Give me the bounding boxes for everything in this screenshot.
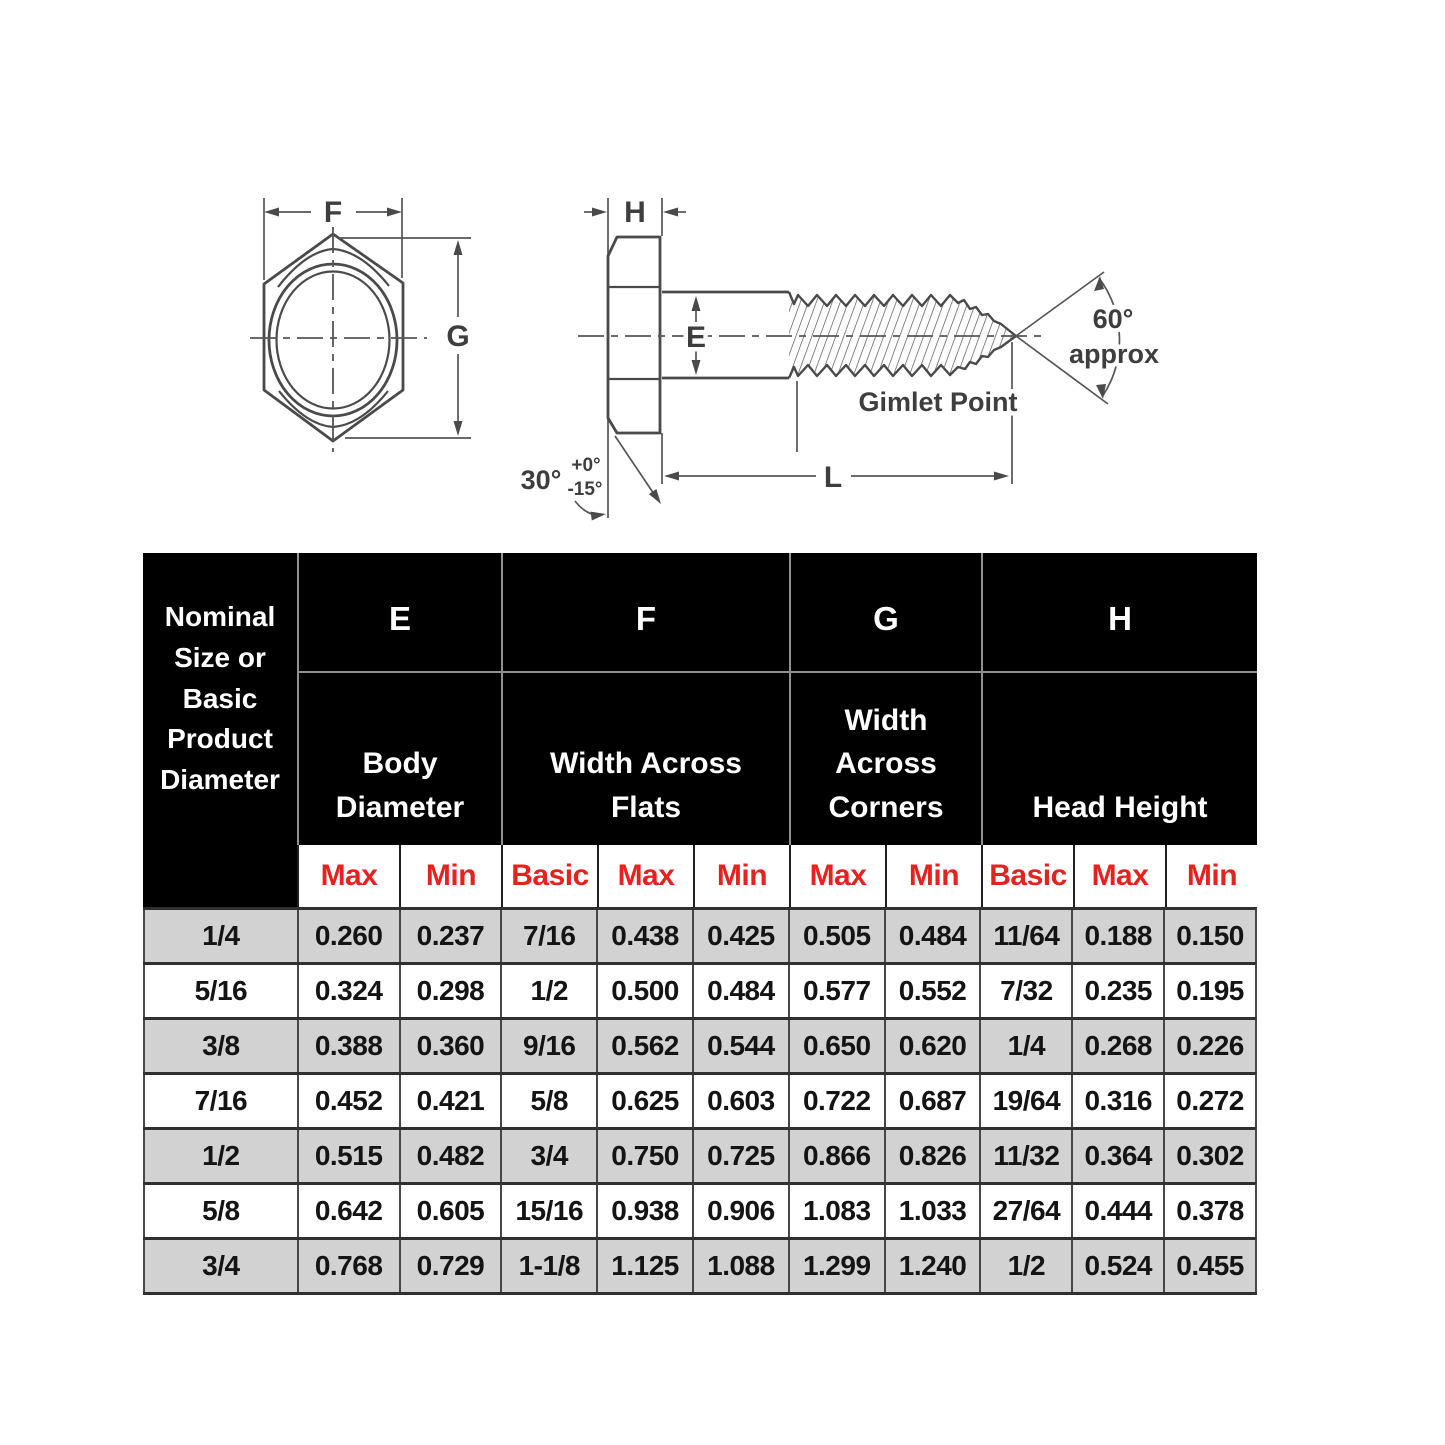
table-cell: 1.125 (596, 1240, 692, 1292)
lag-screw-diagram (0, 0, 1445, 555)
table-cell: 0.906 (692, 1185, 788, 1237)
table-cell: 0.505 (788, 910, 884, 962)
table-cell: 0.260 (297, 910, 399, 962)
table-cell: 11/64 (979, 910, 1071, 962)
table-cell: 0.687 (884, 1075, 980, 1127)
table-cell: 0.650 (788, 1020, 884, 1072)
table-header (143, 553, 1257, 845)
table-cell: 0.364 (1071, 1130, 1163, 1182)
sub-header-cell: Max (789, 845, 885, 907)
chamfer-angle-annotation (521, 436, 665, 521)
table-cell: 0.620 (884, 1020, 980, 1072)
sub-header-cell: Min (399, 845, 501, 907)
table-cell: 0.866 (788, 1130, 884, 1182)
table-cell: 0.642 (297, 1185, 399, 1237)
sub-header-cell: Min (693, 845, 789, 907)
chamfer-tolerance-plus: +0° (571, 455, 601, 476)
table-cell: 0.302 (1163, 1130, 1255, 1182)
table-cell: 0.938 (596, 1185, 692, 1237)
table-cell: 1.088 (692, 1240, 788, 1292)
table-cell: 7/32 (979, 965, 1071, 1017)
table-cell: 0.388 (297, 1020, 399, 1072)
table-cell: 0.378 (1163, 1185, 1255, 1237)
table-cell: 0.455 (1163, 1240, 1255, 1292)
group-letter-g: G (789, 553, 981, 673)
row-nominal-size-cell: 1/4 (143, 910, 297, 962)
row-nominal-size-cell: 3/4 (143, 1240, 297, 1292)
h-dimension-label: H (624, 196, 646, 229)
group-name-row (297, 673, 1257, 845)
l-dimension-label: L (823, 461, 843, 494)
gimlet-point-label: Gimlet Point (858, 387, 1018, 417)
group-letter-row (297, 553, 1257, 673)
table-cell: 0.425 (692, 910, 788, 962)
table-cell: 0.268 (1071, 1020, 1163, 1072)
nominal-size-header-cell (143, 553, 297, 845)
table-cell: 0.421 (399, 1075, 501, 1127)
table-row (143, 907, 1257, 962)
point-angle-label: 60° (1092, 304, 1134, 334)
table-cell: 0.562 (596, 1020, 692, 1072)
group-letter-f: F (501, 553, 789, 673)
table-cell: 1/4 (979, 1020, 1071, 1072)
table-cell: 1.299 (788, 1240, 884, 1292)
table-cell: 0.603 (692, 1075, 788, 1127)
table-cell: 1/2 (979, 1240, 1071, 1292)
head-profile-outline (608, 237, 660, 433)
table-cell: 0.552 (884, 965, 980, 1017)
table-cell: 1/2 (500, 965, 596, 1017)
chamfer-tolerance-minus: -15° (567, 479, 603, 500)
row-nominal-size-cell: 1/2 (143, 1130, 297, 1182)
table-cell: 0.298 (399, 965, 501, 1017)
g-dimension-label: G (446, 320, 470, 353)
table-cell: 0.482 (399, 1130, 501, 1182)
header-groups (297, 553, 1257, 845)
table-cell: 1.083 (788, 1185, 884, 1237)
table-cell: 0.725 (692, 1130, 788, 1182)
table-body (143, 907, 1257, 1295)
table-cell: 0.826 (884, 1130, 980, 1182)
sub-header-cell: Max (297, 845, 399, 907)
table-cell: 0.500 (596, 965, 692, 1017)
table-cell: 1-1/8 (500, 1240, 596, 1292)
table-cell: 0.235 (1071, 965, 1163, 1017)
table-cell: 0.524 (1071, 1240, 1163, 1292)
sub-header-cell: Max (1073, 845, 1165, 907)
table-cell: 0.195 (1163, 965, 1255, 1017)
table-cell: 11/32 (979, 1130, 1071, 1182)
table-row (143, 962, 1257, 1017)
lag-screw-spec-table (143, 553, 1257, 1295)
table-cell: 0.438 (596, 910, 692, 962)
table-cell: 0.722 (788, 1075, 884, 1127)
sub-header-cell: Basic (981, 845, 1073, 907)
dimension-h (584, 196, 686, 229)
table-cell: 0.444 (1071, 1185, 1163, 1237)
sub-header-cell: Min (885, 845, 981, 907)
table-cell: 5/8 (500, 1075, 596, 1127)
table-cell: 0.484 (692, 965, 788, 1017)
table-cell: 0.750 (596, 1130, 692, 1182)
sub-header-cell: Min (1165, 845, 1257, 907)
table-row (143, 1072, 1257, 1127)
table-cell: 9/16 (500, 1020, 596, 1072)
table-cell: 0.577 (788, 965, 884, 1017)
table-cell: 0.625 (596, 1075, 692, 1127)
group-letter-h: H (981, 553, 1257, 673)
point-angle-annotation (1016, 272, 1159, 404)
table-cell: 0.324 (297, 965, 399, 1017)
dimension-e (686, 296, 706, 375)
table-cell: 1.240 (884, 1240, 980, 1292)
table-cell: 7/16 (500, 910, 596, 962)
table-cell: 0.237 (399, 910, 501, 962)
chamfer-line (615, 436, 658, 500)
lag-screw-side-view (521, 196, 1159, 521)
hex-head-front-view (250, 196, 471, 452)
chamfer-angle-label: 30° (520, 465, 562, 495)
table-cell: 0.226 (1163, 1020, 1255, 1072)
row-nominal-size-cell: 5/16 (143, 965, 297, 1017)
table-cell: 0.605 (399, 1185, 501, 1237)
table-cell: 0.768 (297, 1240, 399, 1292)
group-name-width-across-flats: Width Across Flats (501, 673, 789, 845)
row-nominal-size-cell: 5/8 (143, 1185, 297, 1237)
dimension-l (664, 461, 1009, 494)
table-cell: 0.544 (692, 1020, 788, 1072)
table-cell: 0.452 (297, 1075, 399, 1127)
row-nominal-size-cell: 7/16 (143, 1075, 297, 1127)
sub-header-cell: Basic (501, 845, 597, 907)
nominal-size-header-label: Nominal Size or Basic Product Diameter (160, 600, 280, 796)
row-nominal-size-cell: 3/8 (143, 1020, 297, 1072)
sub-header-cell: Max (597, 845, 693, 907)
sub-header-spacer-cell (143, 845, 297, 907)
group-name-body-diameter: Body Diameter (297, 673, 501, 845)
table-row (143, 1127, 1257, 1182)
table-cell: 1.033 (884, 1185, 980, 1237)
table-cell: 0.484 (884, 910, 980, 962)
table-cell: 15/16 (500, 1185, 596, 1237)
table-cell: 0.729 (399, 1240, 501, 1292)
table-cell: 19/64 (979, 1075, 1071, 1127)
table-cell: 0.272 (1163, 1075, 1255, 1127)
group-name-head-height: Head Height (981, 673, 1257, 845)
e-dimension-label: E (685, 321, 707, 354)
table-cell: 0.360 (399, 1020, 501, 1072)
table-cell: 27/64 (979, 1185, 1071, 1237)
table-row (143, 1017, 1257, 1072)
table-cell: 3/4 (500, 1130, 596, 1182)
table-row (143, 1237, 1257, 1292)
table-row (143, 1182, 1257, 1237)
table-cell: 0.515 (297, 1130, 399, 1182)
point-angle-note: approx (1068, 339, 1160, 369)
group-letter-e: E (297, 553, 501, 673)
f-dimension-label: F (323, 196, 343, 229)
table-cell: 0.188 (1071, 910, 1163, 962)
table-cell: 0.316 (1071, 1075, 1163, 1127)
group-name-width-across-corners: Width Across Corners (789, 673, 981, 845)
table-cell: 0.150 (1163, 910, 1255, 962)
sub-header-row (143, 845, 1257, 907)
